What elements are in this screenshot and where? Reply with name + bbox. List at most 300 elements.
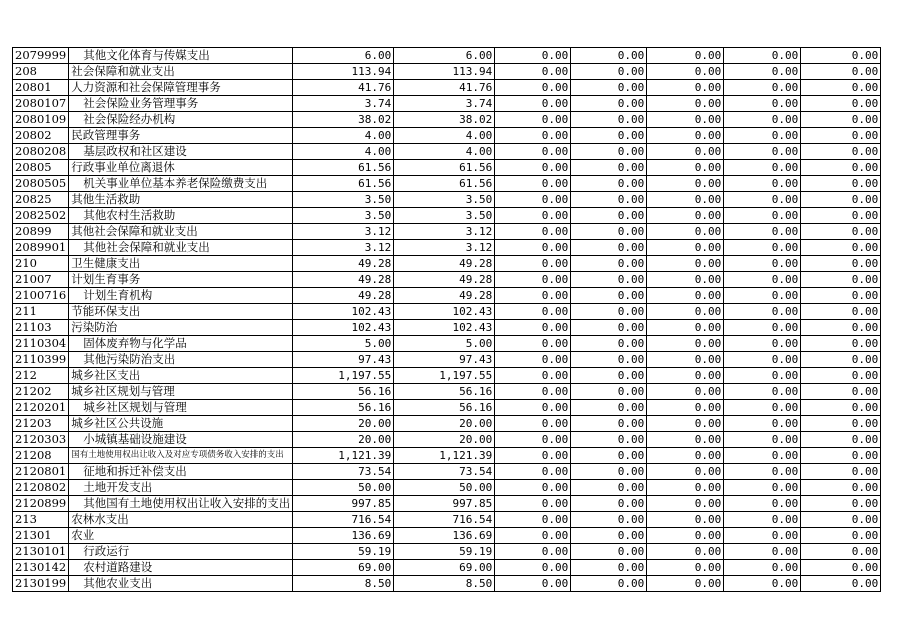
- amount-cell: 0.00: [571, 384, 647, 400]
- subject-name-text: 社会保障和就业支出: [71, 64, 175, 78]
- amount-cell: 0.00: [647, 320, 724, 336]
- table-row: [13, 320, 881, 336]
- amount-cell: 0.00: [495, 464, 571, 480]
- amount-cell: 0.00: [647, 464, 724, 480]
- amount-cell: 69.00: [293, 560, 394, 576]
- amount-cell: 3.74: [394, 96, 495, 112]
- amount-cell: 0.00: [801, 320, 881, 336]
- table-row: [13, 192, 881, 208]
- subject-name: [69, 192, 293, 208]
- amount-cell: 1,197.55: [293, 368, 394, 384]
- subject-code: 211: [13, 304, 69, 320]
- amount-cell: 69.00: [394, 560, 495, 576]
- amount-cell: 0.00: [647, 576, 724, 592]
- subject-code: 2082502: [13, 208, 69, 224]
- amount-cell: 136.69: [394, 528, 495, 544]
- table-row: [13, 240, 881, 256]
- subject-name-text: 基层政权和社区建设: [83, 144, 187, 158]
- amount-cell: 6.00: [293, 48, 394, 64]
- amount-cell: 0.00: [571, 272, 647, 288]
- amount-cell: 0.00: [571, 464, 647, 480]
- amount-cell: 0.00: [495, 432, 571, 448]
- amount-cell: 0.00: [801, 368, 881, 384]
- subject-name-text: 其他社会保障和就业支出: [83, 240, 210, 254]
- amount-cell: 0.00: [571, 304, 647, 320]
- subject-code: 213: [13, 512, 69, 528]
- amount-cell: 0.00: [724, 464, 801, 480]
- amount-cell: 0.00: [801, 384, 881, 400]
- amount-cell: 0.00: [724, 576, 801, 592]
- subject-name: [69, 336, 293, 352]
- amount-cell: 3.50: [394, 192, 495, 208]
- amount-cell: 0.00: [495, 96, 571, 112]
- amount-cell: 3.12: [394, 224, 495, 240]
- subject-name-text: 其他农村生活救助: [83, 208, 176, 222]
- subject-name-text: 计划生育机构: [83, 288, 153, 302]
- amount-cell: 0.00: [495, 544, 571, 560]
- table-row: [13, 432, 881, 448]
- amount-cell: 73.54: [394, 464, 495, 480]
- amount-cell: 0.00: [647, 256, 724, 272]
- amount-cell: 0.00: [801, 352, 881, 368]
- amount-cell: 0.00: [801, 432, 881, 448]
- table-row: [13, 224, 881, 240]
- amount-cell: 20.00: [293, 432, 394, 448]
- table-row: [13, 48, 881, 64]
- amount-cell: 41.76: [293, 80, 394, 96]
- amount-cell: 0.00: [724, 192, 801, 208]
- table-row: [13, 528, 881, 544]
- amount-cell: 97.43: [394, 352, 495, 368]
- amount-cell: 0.00: [495, 208, 571, 224]
- amount-cell: 38.02: [293, 112, 394, 128]
- amount-cell: 0.00: [801, 192, 881, 208]
- amount-cell: 0.00: [724, 368, 801, 384]
- amount-cell: 0.00: [724, 128, 801, 144]
- subject-name: [69, 240, 293, 256]
- amount-cell: 0.00: [495, 352, 571, 368]
- amount-cell: 0.00: [724, 384, 801, 400]
- subject-name-text: 其他污染防治支出: [83, 352, 176, 366]
- subject-code: 212: [13, 368, 69, 384]
- amount-cell: 0.00: [724, 256, 801, 272]
- subject-code: 20802: [13, 128, 69, 144]
- subject-name-text: 节能环保支出: [71, 304, 141, 318]
- amount-cell: 0.00: [571, 320, 647, 336]
- subject-code: 210: [13, 256, 69, 272]
- subject-name-text: 社会保险经办机构: [83, 112, 176, 126]
- subject-code: 2130142: [13, 560, 69, 576]
- amount-cell: 0.00: [801, 400, 881, 416]
- subject-code: 208: [13, 64, 69, 80]
- amount-cell: 0.00: [801, 96, 881, 112]
- subject-name: [69, 272, 293, 288]
- amount-cell: 0.00: [647, 112, 724, 128]
- amount-cell: 5.00: [293, 336, 394, 352]
- amount-cell: 0.00: [647, 48, 724, 64]
- subject-code: 2110399: [13, 352, 69, 368]
- amount-cell: 1,121.39: [394, 448, 495, 464]
- table-row: [13, 384, 881, 400]
- subject-name: [69, 288, 293, 304]
- amount-cell: 0.00: [801, 144, 881, 160]
- amount-cell: 0.00: [571, 528, 647, 544]
- table-row: [13, 144, 881, 160]
- table-row: [13, 80, 881, 96]
- amount-cell: 102.43: [394, 304, 495, 320]
- amount-cell: 0.00: [647, 384, 724, 400]
- amount-cell: 0.00: [571, 288, 647, 304]
- subject-name-text: 小城镇基础设施建设: [83, 432, 187, 446]
- amount-cell: 0.00: [571, 480, 647, 496]
- amount-cell: 4.00: [293, 128, 394, 144]
- subject-name: [69, 304, 293, 320]
- amount-cell: 56.16: [394, 400, 495, 416]
- amount-cell: 0.00: [801, 480, 881, 496]
- amount-cell: 0.00: [571, 256, 647, 272]
- subject-name: [69, 528, 293, 544]
- amount-cell: 4.00: [394, 128, 495, 144]
- amount-cell: 38.02: [394, 112, 495, 128]
- amount-cell: 49.28: [293, 256, 394, 272]
- table-row: [13, 256, 881, 272]
- subject-name: [69, 496, 293, 512]
- amount-cell: 0.00: [647, 144, 724, 160]
- amount-cell: 0.00: [647, 496, 724, 512]
- subject-name-text: 污染防治: [71, 320, 118, 334]
- amount-cell: 6.00: [394, 48, 495, 64]
- subject-code: 21007: [13, 272, 69, 288]
- amount-cell: 0.00: [571, 224, 647, 240]
- amount-cell: 20.00: [293, 416, 394, 432]
- subject-name-text: 农林水支出: [71, 512, 129, 526]
- table-row: [13, 336, 881, 352]
- amount-cell: 56.16: [394, 384, 495, 400]
- subject-name: [69, 112, 293, 128]
- amount-cell: 0.00: [571, 192, 647, 208]
- subject-code: 2110304: [13, 336, 69, 352]
- amount-cell: 0.00: [571, 176, 647, 192]
- amount-cell: 50.00: [293, 480, 394, 496]
- subject-code: 2079999: [13, 48, 69, 64]
- amount-cell: 0.00: [724, 432, 801, 448]
- amount-cell: 61.56: [394, 176, 495, 192]
- subject-name: [69, 560, 293, 576]
- amount-cell: 0.00: [724, 208, 801, 224]
- amount-cell: 0.00: [495, 304, 571, 320]
- subject-name: [69, 544, 293, 560]
- amount-cell: 0.00: [571, 432, 647, 448]
- amount-cell: 0.00: [647, 352, 724, 368]
- subject-name: [69, 256, 293, 272]
- subject-name-text: 城乡社区公共设施: [71, 416, 164, 430]
- amount-cell: 0.00: [724, 336, 801, 352]
- subject-name-text: 机关事业单位基本养老保险缴费支出: [83, 176, 268, 190]
- subject-name-text: 固体废弃物与化学品: [83, 336, 187, 350]
- amount-cell: 0.00: [724, 176, 801, 192]
- amount-cell: 0.00: [571, 496, 647, 512]
- table-row: [13, 128, 881, 144]
- amount-cell: 0.00: [724, 352, 801, 368]
- amount-cell: 0.00: [801, 112, 881, 128]
- amount-cell: 0.00: [801, 240, 881, 256]
- amount-cell: 50.00: [394, 480, 495, 496]
- amount-cell: 0.00: [495, 400, 571, 416]
- subject-name-text: 民政管理事务: [71, 128, 141, 142]
- subject-code: 2080208: [13, 144, 69, 160]
- amount-cell: 0.00: [724, 320, 801, 336]
- amount-cell: 59.19: [293, 544, 394, 560]
- amount-cell: 102.43: [394, 320, 495, 336]
- table-row: [13, 560, 881, 576]
- subject-name: [69, 144, 293, 160]
- subject-name-text: 城乡社区支出: [71, 368, 141, 382]
- amount-cell: 0.00: [495, 80, 571, 96]
- amount-cell: 0.00: [571, 352, 647, 368]
- subject-name: [69, 224, 293, 240]
- subject-code: 20805: [13, 160, 69, 176]
- amount-cell: 0.00: [801, 464, 881, 480]
- subject-name: [69, 464, 293, 480]
- subject-name: [69, 80, 293, 96]
- amount-cell: 0.00: [571, 48, 647, 64]
- amount-cell: 0.00: [495, 192, 571, 208]
- subject-name-text: 卫生健康支出: [71, 256, 141, 270]
- amount-cell: 5.00: [394, 336, 495, 352]
- subject-name: [69, 448, 293, 464]
- amount-cell: 0.00: [647, 304, 724, 320]
- amount-cell: 3.50: [293, 192, 394, 208]
- subject-code: 2080107: [13, 96, 69, 112]
- amount-cell: 0.00: [571, 240, 647, 256]
- amount-cell: 0.00: [801, 544, 881, 560]
- amount-cell: 0.00: [801, 160, 881, 176]
- amount-cell: 0.00: [647, 480, 724, 496]
- amount-cell: 61.56: [293, 160, 394, 176]
- amount-cell: 0.00: [801, 224, 881, 240]
- subject-name-text: 人力资源和社会保障管理事务: [71, 80, 221, 94]
- subject-name: [69, 48, 293, 64]
- amount-cell: 0.00: [801, 176, 881, 192]
- amount-cell: 41.76: [394, 80, 495, 96]
- subject-code: 21203: [13, 416, 69, 432]
- amount-cell: 0.00: [801, 304, 881, 320]
- amount-cell: 0.00: [647, 560, 724, 576]
- table-row: [13, 64, 881, 80]
- amount-cell: 0.00: [801, 64, 881, 80]
- amount-cell: 0.00: [724, 96, 801, 112]
- table-row: [13, 512, 881, 528]
- subject-name: [69, 64, 293, 80]
- amount-cell: 0.00: [724, 112, 801, 128]
- amount-cell: 0.00: [571, 416, 647, 432]
- amount-cell: 0.00: [571, 208, 647, 224]
- amount-cell: 0.00: [647, 128, 724, 144]
- amount-cell: 0.00: [724, 224, 801, 240]
- amount-cell: 0.00: [801, 576, 881, 592]
- amount-cell: 3.50: [394, 208, 495, 224]
- amount-cell: 0.00: [724, 448, 801, 464]
- subject-code: 21202: [13, 384, 69, 400]
- subject-name-text: 其他农业支出: [83, 576, 153, 590]
- amount-cell: 3.12: [293, 224, 394, 240]
- amount-cell: 0.00: [571, 576, 647, 592]
- amount-cell: 0.00: [724, 496, 801, 512]
- amount-cell: 1,197.55: [394, 368, 495, 384]
- table-row: [13, 176, 881, 192]
- amount-cell: 0.00: [724, 480, 801, 496]
- subject-name-text: 其他国有土地使用权出让收入安排的支出: [83, 496, 291, 510]
- subject-code: 2130101: [13, 544, 69, 560]
- table-row: [13, 496, 881, 512]
- amount-cell: 0.00: [647, 368, 724, 384]
- amount-cell: 102.43: [293, 320, 394, 336]
- table-row: [13, 288, 881, 304]
- amount-cell: 0.00: [724, 544, 801, 560]
- amount-cell: 0.00: [801, 208, 881, 224]
- amount-cell: 3.12: [394, 240, 495, 256]
- amount-cell: 0.00: [571, 336, 647, 352]
- subject-name-text: 城乡社区规划与管理: [83, 400, 187, 414]
- subject-name: [69, 480, 293, 496]
- table-row: [13, 416, 881, 432]
- subject-name-text: 其他社会保障和就业支出: [71, 224, 198, 238]
- amount-cell: 0.00: [647, 224, 724, 240]
- amount-cell: 0.00: [495, 416, 571, 432]
- amount-cell: 20.00: [394, 432, 495, 448]
- subject-code: 2120801: [13, 464, 69, 480]
- subject-name-text: 征地和拆迁补偿支出: [83, 464, 187, 478]
- amount-cell: 97.43: [293, 352, 394, 368]
- amount-cell: 0.00: [724, 288, 801, 304]
- table-row: [13, 368, 881, 384]
- amount-cell: 0.00: [495, 576, 571, 592]
- amount-cell: 0.00: [571, 448, 647, 464]
- amount-cell: 0.00: [647, 336, 724, 352]
- amount-cell: 0.00: [495, 368, 571, 384]
- amount-cell: 0.00: [724, 64, 801, 80]
- amount-cell: 0.00: [647, 80, 724, 96]
- amount-cell: 3.74: [293, 96, 394, 112]
- amount-cell: 0.00: [801, 288, 881, 304]
- amount-cell: 3.12: [293, 240, 394, 256]
- amount-cell: 8.50: [394, 576, 495, 592]
- table-row: [13, 480, 881, 496]
- amount-cell: 0.00: [571, 560, 647, 576]
- amount-cell: 0.00: [495, 144, 571, 160]
- amount-cell: 0.00: [801, 560, 881, 576]
- amount-cell: 0.00: [647, 208, 724, 224]
- subject-code: 21103: [13, 320, 69, 336]
- amount-cell: 0.00: [801, 528, 881, 544]
- amount-cell: 0.00: [571, 96, 647, 112]
- amount-cell: 0.00: [495, 224, 571, 240]
- amount-cell: 0.00: [801, 80, 881, 96]
- amount-cell: 716.54: [293, 512, 394, 528]
- amount-cell: 0.00: [495, 560, 571, 576]
- amount-cell: 113.94: [394, 64, 495, 80]
- amount-cell: 0.00: [647, 272, 724, 288]
- amount-cell: 0.00: [647, 400, 724, 416]
- amount-cell: 0.00: [495, 256, 571, 272]
- subject-name-text: 农村道路建设: [83, 560, 153, 574]
- amount-cell: 73.54: [293, 464, 394, 480]
- amount-cell: 113.94: [293, 64, 394, 80]
- subject-name-text: 计划生育事务: [71, 272, 141, 286]
- subject-name: [69, 432, 293, 448]
- subject-name: [69, 352, 293, 368]
- subject-name-text: 城乡社区规划与管理: [71, 384, 175, 398]
- amount-cell: 0.00: [801, 48, 881, 64]
- amount-cell: 0.00: [495, 288, 571, 304]
- amount-cell: 0.00: [495, 176, 571, 192]
- subject-name: [69, 384, 293, 400]
- subject-name-text: 农业: [71, 528, 95, 542]
- amount-cell: 49.28: [293, 288, 394, 304]
- amount-cell: 102.43: [293, 304, 394, 320]
- subject-code: 20825: [13, 192, 69, 208]
- subject-name: [69, 320, 293, 336]
- amount-cell: 0.00: [571, 112, 647, 128]
- amount-cell: 0.00: [647, 544, 724, 560]
- amount-cell: 0.00: [571, 80, 647, 96]
- amount-cell: 0.00: [647, 64, 724, 80]
- amount-cell: 0.00: [724, 240, 801, 256]
- amount-cell: 0.00: [495, 336, 571, 352]
- amount-cell: 0.00: [647, 176, 724, 192]
- amount-cell: 0.00: [495, 320, 571, 336]
- subject-name-text: 土地开发支出: [83, 480, 153, 494]
- table-row: [13, 160, 881, 176]
- amount-cell: 0.00: [724, 160, 801, 176]
- amount-cell: 0.00: [801, 448, 881, 464]
- table-row: [13, 400, 881, 416]
- amount-cell: 4.00: [293, 144, 394, 160]
- subject-name: [69, 160, 293, 176]
- amount-cell: 136.69: [293, 528, 394, 544]
- subject-name-text: 行政运行: [83, 544, 130, 558]
- subject-name: [69, 512, 293, 528]
- subject-code: 2120802: [13, 480, 69, 496]
- amount-cell: 0.00: [495, 48, 571, 64]
- amount-cell: 0.00: [571, 64, 647, 80]
- amount-cell: 49.28: [293, 272, 394, 288]
- amount-cell: 1,121.39: [293, 448, 394, 464]
- table-row: [13, 576, 881, 592]
- amount-cell: 0.00: [801, 272, 881, 288]
- subject-name: [69, 576, 293, 592]
- subject-code: 2120899: [13, 496, 69, 512]
- table-row: [13, 464, 881, 480]
- amount-cell: 0.00: [801, 512, 881, 528]
- amount-cell: 716.54: [394, 512, 495, 528]
- subject-name-text: 社会保险业务管理事务: [83, 96, 199, 110]
- amount-cell: 0.00: [495, 384, 571, 400]
- amount-cell: 0.00: [571, 544, 647, 560]
- amount-cell: 0.00: [647, 240, 724, 256]
- subject-code: 20899: [13, 224, 69, 240]
- budget-table: [12, 47, 881, 592]
- amount-cell: 0.00: [495, 272, 571, 288]
- amount-cell: 0.00: [801, 128, 881, 144]
- amount-cell: 4.00: [394, 144, 495, 160]
- amount-cell: 0.00: [647, 160, 724, 176]
- table-row: [13, 96, 881, 112]
- subject-name-text: 行政事业单位离退休: [71, 160, 175, 174]
- amount-cell: 0.00: [801, 496, 881, 512]
- amount-cell: 0.00: [571, 400, 647, 416]
- amount-cell: 0.00: [647, 96, 724, 112]
